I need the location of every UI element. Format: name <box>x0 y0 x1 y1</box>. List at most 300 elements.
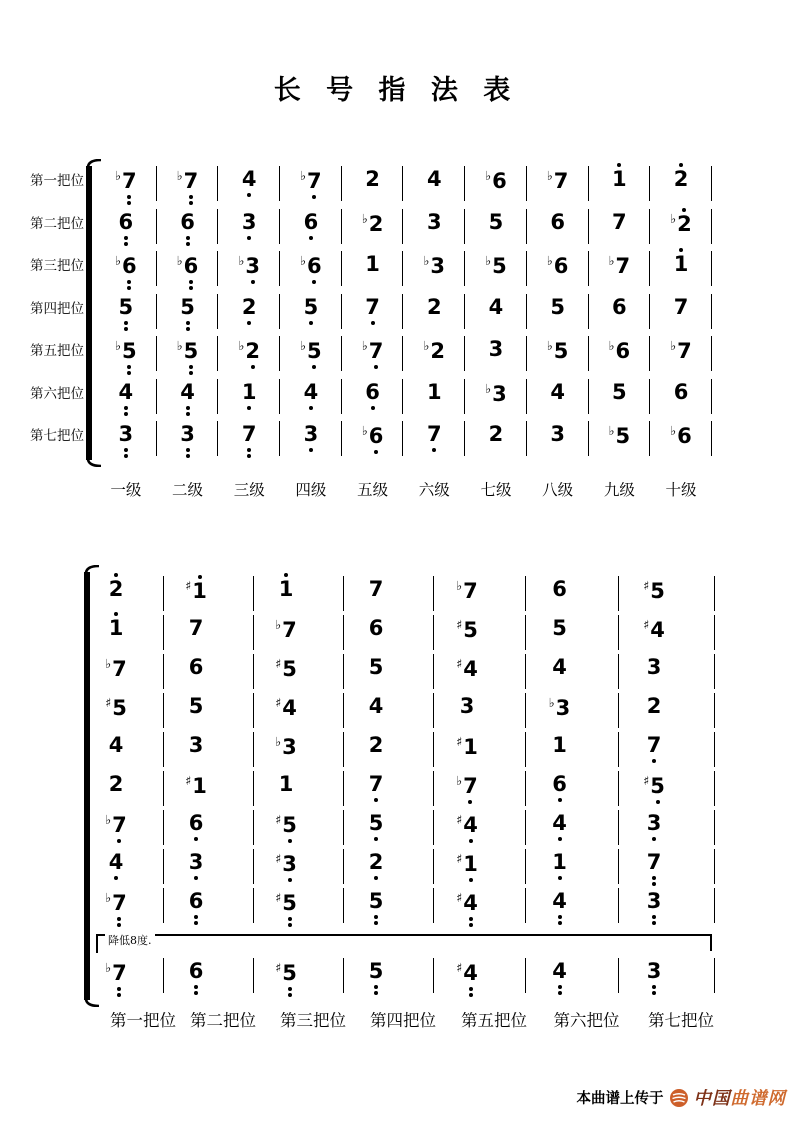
octave-dots-below <box>469 987 473 997</box>
octave-dots-above <box>114 573 118 577</box>
note-cell: 7 <box>344 768 434 807</box>
fingering-row <box>94 768 715 807</box>
position-col-label: 第二把位 <box>190 1011 256 1030</box>
level-col-label: 四级 <box>295 481 327 499</box>
position-col-label: 第四把位 <box>370 1011 436 1030</box>
octave-dots-above <box>114 612 118 616</box>
note-cell: ♭6 <box>342 418 404 461</box>
note-cell: ♭7 <box>589 248 651 291</box>
octave-dots-below <box>469 878 473 882</box>
note-cell: 6 <box>157 206 219 249</box>
note-cell: 6 <box>342 376 404 419</box>
note-cell: ♭7 <box>254 612 344 651</box>
note-cell: 2 <box>619 690 715 729</box>
flat-icon: ♭ <box>670 338 677 353</box>
note-cell: 6 <box>650 376 712 419</box>
note-cell: 6 <box>344 612 434 651</box>
note-cell: ♯5 <box>94 690 164 729</box>
fingering-row <box>94 807 715 846</box>
level-col-label: 九级 <box>603 481 635 499</box>
note-cell: 4 <box>157 376 219 419</box>
flat-icon: ♭ <box>456 773 463 788</box>
fingering-row <box>95 291 712 334</box>
note-cell: 1 <box>254 573 344 612</box>
fingering-row <box>95 418 712 461</box>
octave-dots-below <box>251 365 255 369</box>
position-row-label: 第六把位 <box>30 385 84 402</box>
note-cell: ♯4 <box>254 690 344 729</box>
octave-dots-below <box>652 837 656 841</box>
position-row-label: 第一把位 <box>30 173 84 189</box>
octave-dots-below <box>374 365 378 369</box>
octave-dots-below <box>469 839 473 843</box>
octave-dots-below <box>312 280 316 284</box>
octave-lower-bracket <box>96 934 712 956</box>
note-cell: 1 <box>589 163 651 206</box>
fingering-row <box>95 248 712 291</box>
note-cell: ♯5 <box>254 807 344 846</box>
sharp-icon: ♯ <box>275 960 282 975</box>
position-col-label: 第三把位 <box>280 1011 346 1030</box>
lower-fingering-table <box>94 573 715 924</box>
note-cell: ♭3 <box>403 248 465 291</box>
note-cell: 5 <box>344 651 434 690</box>
level-col-label: 五级 <box>357 481 389 499</box>
note-cell: ♭3 <box>526 690 619 729</box>
level-col-label: 十级 <box>665 481 697 499</box>
octave-dots-below <box>309 448 313 452</box>
flat-icon: ♭ <box>485 253 492 268</box>
flat-icon: ♭ <box>608 423 615 438</box>
fingering-row <box>95 206 712 249</box>
fingering-row <box>94 573 715 612</box>
fingering-row <box>94 846 715 885</box>
note-cell: ♭7 <box>94 651 164 690</box>
note-cell: 6 <box>164 955 254 997</box>
octave-dots-below <box>374 450 378 454</box>
note-cell: 3 <box>164 729 254 768</box>
note-cell: 1 <box>650 248 712 291</box>
octave-dots-below <box>309 406 313 410</box>
note-cell: ♭7 <box>527 163 589 206</box>
sharp-icon: ♯ <box>185 578 192 593</box>
note-cell: 1 <box>218 376 280 419</box>
octave-dots-below <box>374 798 378 802</box>
flat-icon: ♭ <box>361 423 368 438</box>
octave-dots-below <box>189 365 193 375</box>
note-cell: ♯5 <box>619 573 715 612</box>
note-cell: 4 <box>280 376 342 419</box>
note-cell: ♭5 <box>95 333 157 376</box>
note-cell: ♯4 <box>434 955 526 997</box>
octave-dots-below <box>656 800 660 804</box>
footer <box>577 1085 787 1110</box>
flat-icon: ♭ <box>608 338 615 353</box>
upper-fingering-table <box>95 163 712 461</box>
note-cell: 7 <box>342 291 404 334</box>
note-cell: ♯4 <box>619 612 715 651</box>
flat-icon: ♭ <box>176 253 183 268</box>
level-col-label: 一级 <box>110 481 142 499</box>
flat-icon: ♭ <box>105 812 112 827</box>
note-cell: 3 <box>280 418 342 461</box>
sharp-icon: ♯ <box>275 812 282 827</box>
octave-dots-below <box>652 985 656 995</box>
note-cell: ♭2 <box>403 333 465 376</box>
octave-dots-below <box>186 236 190 246</box>
note-cell: 5 <box>526 612 619 651</box>
flat-icon: ♭ <box>485 380 492 396</box>
fingering-row <box>94 651 715 690</box>
note-cell: ♯5 <box>434 612 526 651</box>
note-cell: ♭7 <box>434 573 526 612</box>
note-cell: ♯1 <box>434 846 526 885</box>
note-cell: 6 <box>280 206 342 249</box>
sharp-icon: ♯ <box>275 695 282 710</box>
fingering-row <box>94 729 715 768</box>
note-cell: 1 <box>403 376 465 419</box>
flat-icon: ♭ <box>105 656 112 671</box>
note-cell: 5 <box>344 807 434 846</box>
bracket-end-icon <box>710 934 712 951</box>
octave-dots-below <box>186 448 190 458</box>
flat-icon: ♭ <box>176 338 183 353</box>
level-col-label: 三级 <box>233 481 265 499</box>
note-cell: ♭7 <box>94 807 164 846</box>
note-cell: 1 <box>94 612 164 651</box>
note-cell: 1 <box>342 248 404 291</box>
note-cell: 6 <box>164 651 254 690</box>
position-row-labels <box>20 163 84 461</box>
flat-icon: ♭ <box>300 338 307 353</box>
note-cell: ♭2 <box>218 333 280 376</box>
note-cell: ♯4 <box>434 807 526 846</box>
note-cell: ♭3 <box>254 729 344 768</box>
octave-dots-below <box>288 839 292 843</box>
flat-icon: ♭ <box>548 695 555 710</box>
note-cell: 7 <box>344 573 434 612</box>
sharp-icon: ♯ <box>456 890 463 905</box>
note-cell: ♭7 <box>95 163 157 206</box>
octave-dots-below <box>652 759 656 763</box>
note-cell: 4 <box>95 376 157 419</box>
octave-dots-above <box>679 163 683 167</box>
octave-dots-below <box>117 987 121 997</box>
note-cell: ♭5 <box>589 418 651 461</box>
note-cell: ♯4 <box>434 885 526 924</box>
level-col-label: 七级 <box>480 481 512 499</box>
position-col-label: 第六把位 <box>553 1011 620 1030</box>
octave-dots-below <box>186 321 190 331</box>
octave-dots-below <box>194 837 198 841</box>
octave-dots-above <box>679 248 683 252</box>
flat-icon: ♭ <box>238 253 245 268</box>
site-logo-icon <box>669 1088 689 1108</box>
fingering-row <box>95 333 712 376</box>
note-cell: ♭7 <box>650 333 712 376</box>
note-cell: 3 <box>619 651 715 690</box>
note-cell: 4 <box>526 955 619 997</box>
note-cell: ♭7 <box>342 333 404 376</box>
note-cell: ♭7 <box>434 768 526 807</box>
flat-icon: ♭ <box>670 423 677 438</box>
note-cell: 3 <box>619 807 715 846</box>
note-cell: 5 <box>589 376 651 419</box>
note-cell: ♯1 <box>164 573 254 612</box>
flat-icon: ♭ <box>546 338 553 353</box>
note-cell: ♯4 <box>434 651 526 690</box>
note-cell: 5 <box>465 206 527 249</box>
flat-icon: ♭ <box>105 960 112 975</box>
note-cell: 4 <box>526 885 619 924</box>
note-cell: 3 <box>619 955 715 997</box>
octave-dots-below <box>374 915 378 925</box>
note-cell: 4 <box>94 729 164 768</box>
octave-dots-below <box>288 917 292 927</box>
note-cell: 3 <box>218 206 280 249</box>
note-cell: ♯5 <box>619 768 715 807</box>
note-cell: ♭6 <box>527 248 589 291</box>
octave-dots-below <box>468 800 472 804</box>
flat-icon: ♭ <box>361 338 368 353</box>
fingering-row <box>94 955 715 997</box>
note-cell: ♭6 <box>589 333 651 376</box>
octave-dots-below <box>194 915 198 925</box>
note-cell: 2 <box>403 291 465 334</box>
octave-dots-below <box>127 280 131 290</box>
flat-icon: ♭ <box>275 734 282 749</box>
note-cell: 6 <box>95 206 157 249</box>
note-cell: 4 <box>403 163 465 206</box>
note-cell: 7 <box>403 418 465 461</box>
octave-dots-below <box>124 406 128 416</box>
note-cell: 2 <box>94 573 164 612</box>
note-cell: ♭6 <box>465 163 527 206</box>
note-cell: 2 <box>94 768 164 807</box>
octave-dots-below <box>309 321 313 325</box>
sharp-icon: ♯ <box>643 578 650 593</box>
octave-dots-below <box>127 195 131 205</box>
note-cell: 4 <box>526 651 619 690</box>
octave-dots-below <box>189 280 193 290</box>
octave-dots-above <box>617 163 621 167</box>
level-col-labels <box>95 478 712 500</box>
note-cell: 7 <box>164 612 254 651</box>
note-cell: ♭7 <box>94 955 164 997</box>
flat-icon: ♭ <box>115 253 121 268</box>
flat-icon: ♭ <box>546 253 553 268</box>
note-cell: 7 <box>218 418 280 461</box>
octave-dots-below <box>558 985 562 995</box>
note-cell: ♯5 <box>254 651 344 690</box>
fingering-row <box>94 885 715 924</box>
octave-dots-below <box>558 876 562 880</box>
note-cell: ♭3 <box>465 376 527 419</box>
note-cell: 5 <box>344 885 434 924</box>
note-cell: 6 <box>164 885 254 924</box>
octave-dots-below <box>117 917 121 927</box>
octave-dots-below <box>374 985 378 995</box>
position-row-label: 第七把位 <box>30 428 84 444</box>
fingering-row <box>95 376 712 419</box>
note-cell: 3 <box>403 206 465 249</box>
note-cell: ♭5 <box>527 333 589 376</box>
note-cell: 5 <box>280 291 342 334</box>
octave-dots-below <box>432 448 436 452</box>
fingering-row <box>94 612 715 651</box>
position-row-label: 第三把位 <box>30 258 84 274</box>
note-cell: 3 <box>95 418 157 461</box>
note-cell: 6 <box>526 573 619 612</box>
note-cell: 5 <box>164 690 254 729</box>
note-cell: 2 <box>342 163 404 206</box>
note-cell: 5 <box>95 291 157 334</box>
flat-icon: ♭ <box>608 253 615 268</box>
note-cell: 4 <box>465 291 527 334</box>
note-cell: ♭7 <box>280 163 342 206</box>
flat-icon: ♭ <box>546 168 553 183</box>
position-col-label: 第七把位 <box>648 1011 714 1030</box>
octave-dots-below <box>288 987 292 997</box>
octave-dots-below <box>117 839 121 843</box>
note-cell: ♭6 <box>95 248 157 291</box>
sharp-icon: ♯ <box>275 890 282 905</box>
note-cell: 6 <box>164 807 254 846</box>
sharp-icon: ♯ <box>456 960 463 975</box>
note-cell: ♭6 <box>650 418 712 461</box>
note-cell: ♭2 <box>650 206 712 249</box>
bracket-line <box>155 934 711 953</box>
octave-dots-below <box>251 280 255 284</box>
octave-dots-below <box>309 236 313 240</box>
position-col-label: 第五把位 <box>461 1011 527 1030</box>
octave-dots-below <box>124 448 128 458</box>
sharp-icon: ♯ <box>643 617 650 632</box>
sharp-icon: ♯ <box>456 656 463 671</box>
note-cell: 5 <box>157 291 219 334</box>
sharp-icon: ♯ <box>456 734 463 749</box>
octave-dots-below <box>247 193 251 197</box>
flat-icon: ♭ <box>176 168 183 183</box>
position-row-label: 第四把位 <box>30 300 84 317</box>
octave-dots-below <box>288 878 292 882</box>
note-cell: 3 <box>527 418 589 461</box>
note-cell: 4 <box>344 690 434 729</box>
octave-dots-below <box>124 321 128 331</box>
sharp-icon: ♯ <box>105 695 112 710</box>
octave-dots-below <box>374 876 378 880</box>
flat-icon: ♭ <box>361 210 368 226</box>
octave-dots-below <box>247 321 251 325</box>
note-cell: ♭5 <box>280 333 342 376</box>
position-col-label: 第一把位 <box>110 1011 176 1030</box>
octave-dots-above <box>198 575 202 579</box>
note-cell: 1 <box>254 768 344 807</box>
note-cell: ♯5 <box>254 885 344 924</box>
site-name <box>694 1085 787 1110</box>
note-cell: 4 <box>218 163 280 206</box>
octave-dots-below <box>558 837 562 841</box>
sharp-icon: ♯ <box>185 773 192 788</box>
octave-dots-below <box>371 406 375 410</box>
site-name-primary: 中国 <box>693 1089 731 1109</box>
bracket-corner-icon <box>96 934 105 953</box>
sharp-icon: ♯ <box>456 812 463 827</box>
note-cell: 5 <box>527 291 589 334</box>
octave-dots-below <box>247 406 251 410</box>
octave-dots-below <box>194 876 198 880</box>
note-cell: 2 <box>650 163 712 206</box>
note-cell: 4 <box>526 807 619 846</box>
note-cell: 7 <box>619 846 715 885</box>
uploaded-note-text: 本曲谱上传于 <box>576 1090 664 1107</box>
flat-icon: ♭ <box>300 253 307 268</box>
flat-icon: ♭ <box>238 338 245 353</box>
octave-dots-below <box>312 365 316 369</box>
fingering-row <box>95 163 712 206</box>
note-cell: 7 <box>650 291 712 334</box>
note-cell: 6 <box>527 206 589 249</box>
note-cell: 2 <box>465 418 527 461</box>
note-cell: 3 <box>465 333 527 376</box>
note-cell: 2 <box>344 846 434 885</box>
flat-icon: ♭ <box>485 168 492 183</box>
octave-dots-above <box>682 208 686 212</box>
octave-lowered-row <box>94 955 715 997</box>
octave-dots-above <box>284 573 288 577</box>
note-cell: 3 <box>157 418 219 461</box>
flat-icon: ♭ <box>456 578 463 593</box>
note-cell: 1 <box>526 729 619 768</box>
fingering-row <box>94 690 715 729</box>
flat-icon: ♭ <box>423 253 430 268</box>
note-cell: ♭7 <box>157 163 219 206</box>
flat-icon: ♭ <box>105 890 112 905</box>
flat-icon: ♭ <box>300 168 307 183</box>
flat-icon: ♭ <box>115 168 121 183</box>
level-col-label: 六级 <box>418 481 450 499</box>
note-cell: ♭5 <box>157 333 219 376</box>
octave-dots-below <box>189 195 193 205</box>
sharp-icon: ♯ <box>456 617 463 632</box>
octave-dots-below <box>312 195 316 199</box>
octave-dots-below <box>127 365 131 375</box>
level-col-label: 二级 <box>172 481 204 499</box>
position-row-label: 第二把位 <box>30 215 84 232</box>
flat-icon: ♭ <box>275 617 282 632</box>
note-cell: ♭3 <box>218 248 280 291</box>
note-cell: ♭7 <box>94 885 164 924</box>
flat-icon: ♭ <box>423 338 430 353</box>
note-cell: ♭6 <box>157 248 219 291</box>
note-cell: ♯1 <box>434 729 526 768</box>
page-title: 长 号 指 法 表 <box>273 75 519 106</box>
flat-icon: ♭ <box>670 210 677 226</box>
note-cell: 4 <box>527 376 589 419</box>
note-cell: 3 <box>619 885 715 924</box>
site-name-secondary: 曲谱网 <box>730 1089 786 1109</box>
note-cell: 1 <box>526 846 619 885</box>
octave-dots-below <box>652 915 656 925</box>
octave-dots-below <box>114 876 118 880</box>
octave-dots-below <box>247 236 251 240</box>
octave-dots-below <box>558 915 562 925</box>
note-cell: 5 <box>344 955 434 997</box>
level-col-label: 八级 <box>542 481 574 499</box>
octave-dots-below <box>124 236 128 246</box>
note-cell: 7 <box>619 729 715 768</box>
sharp-icon: ♯ <box>275 656 282 671</box>
